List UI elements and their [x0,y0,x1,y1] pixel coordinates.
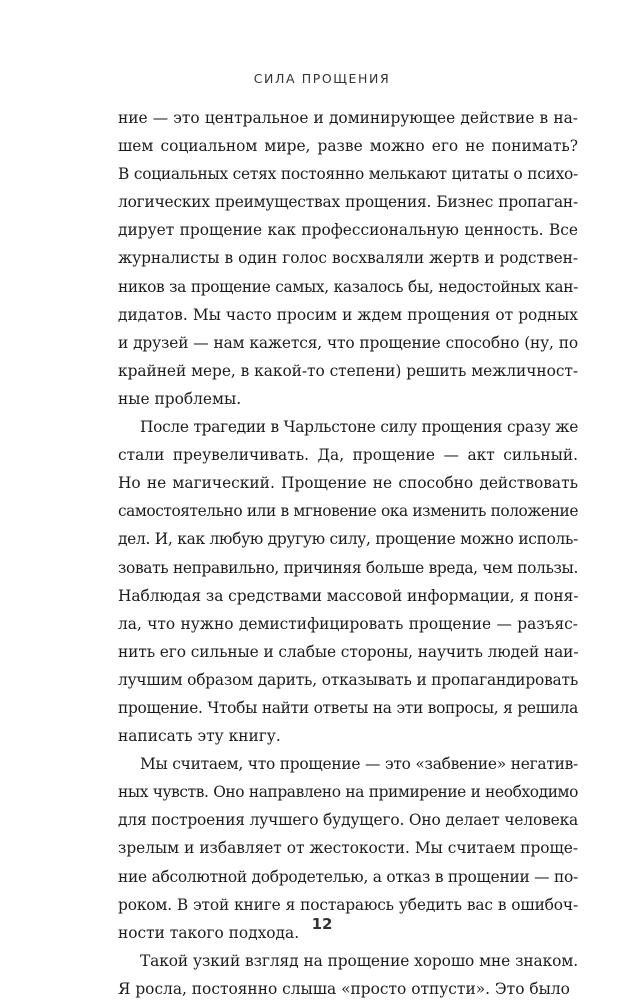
text-line: дирует прощение как профессиональную ценность. Все [118,221,578,240]
text-line: прощение. Чтобы найти ответы на эти вопросы, я решила [118,698,578,717]
text-line: зрелым и избавляет от жестокости. Мы считаем проще- [118,839,578,858]
text-line: ние — это центральное и доминирующее действие в на- [118,109,578,127]
text-line: ных чувств. Оно направлено на примирение и необходимо [118,783,578,802]
text-line: роком. В этой книге я постараюсь убедить вас в ошибоч- [118,895,578,914]
paragraph [118,104,578,413]
text-line: ние абсолютной добродетелью, а отказ в прощении — по- [118,867,578,886]
text-line: ные проблемы. [118,389,242,408]
text-line: дидатов. Мы часто просим и ждем прощения от родных [118,305,578,324]
page-number: 12 [311,915,333,933]
body-text [118,104,578,1003]
text-line: ности такого подхода. [118,923,300,942]
text-line: и друзей — нам кажется, что прощение способно (ну, по [118,333,578,352]
text-line: нить его сильные и слабые стороны, научить людей наи- [118,642,579,661]
text-line: В социальных сетях постоянно мелькают цитаты о психо- [118,165,578,184]
text-line: для построения лучшего будущего. Оно делает человека [118,811,579,830]
text-line: шем социальном мире, разве можно его не понимать? [118,137,578,156]
text-line: зовать неправильно, причиняя больше вреда, чем пользы. [118,558,578,577]
text-line: написать эту книгу. [118,727,281,746]
paragraph [118,947,578,1003]
text-line: Но не магический. Прощение не способно действовать [118,474,578,493]
text-line: ников за прощение самых, казалось бы, недостойных кан- [118,277,578,296]
text-line: ла, что нужно демистифицировать прощение — разъяс- [118,614,578,633]
text-line: Такой узкий взгляд на прощение хорошо мне знаком. [140,951,578,970]
running-head: СИЛА ПРОЩЕНИЯ [253,71,391,86]
paragraph [118,413,578,750]
text-line: лучшим образом дарить, отказывать и пропагандировать [118,670,578,689]
text-line: Наблюдая за средствами массовой информации, я поня- [118,586,579,605]
text-line: самостоятельно или в мгновение ока изменить положение [118,502,578,521]
text-line: Я росла, постоянно слыша «просто отпусти». Это было [118,979,570,998]
text-line: журналисты в один голос восхваляли жертв и родствен- [118,249,578,268]
text-line: Мы считаем, что прощение — это «забвение» негатив- [140,755,578,774]
text-line: дел. И, как любую другую силу, прощение можно исполь- [118,530,578,549]
text-line: крайней мере, в какой-то степени) решить межличност- [118,361,578,380]
text-line: стали преувеличивать. Да, прощение — акт сильный. [118,446,578,465]
text-line: логических преимуществах прощения. Бизнес пропаган- [118,193,578,212]
text-line: После трагедии в Чарльстоне силу прощения сразу же [140,418,578,437]
